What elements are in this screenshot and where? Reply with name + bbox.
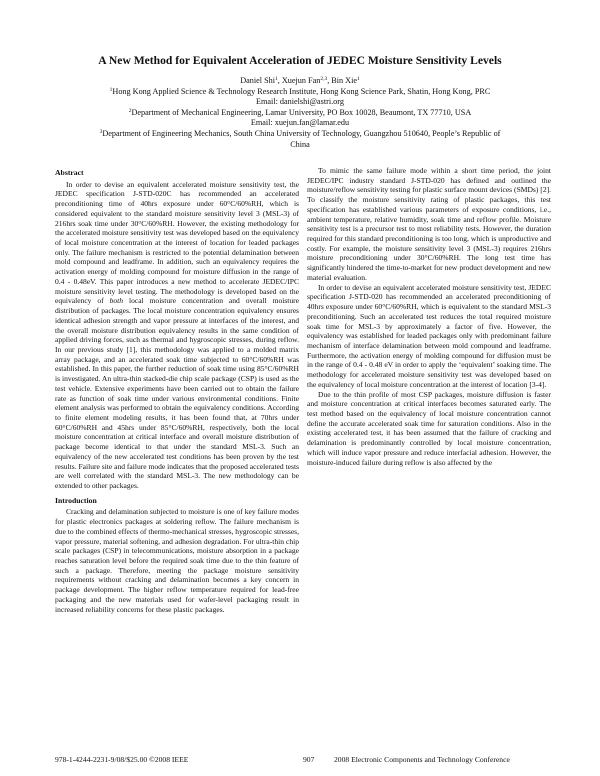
intro-paragraph-4: Due to the thin profile of most CSP packages, moisture diffusion is faster and moisture concentration at critical interfaces becomes saturated early. The test method based on the equivalency of local moisture concentration cannot define the accurate accelerated soak time for saturation conditions. Also in the existing accelerated test, it has been assumed that the failure of cracking and delamination is predominantly controlled by local moisture concentration, which will induce vapor pressure and reduce interfacial adhesion. However, the moisture-induced failure during reflow is also affected by the: [307, 389, 551, 467]
intro-paragraph-3: In order to devise an equivalent accelerated moisture sensitivity test, JEDEC specification J-STD-020 has recommended an accelerated preconditioning of 40hrs exposure under 60°C/60%RH, which is equivalent to the standard MSL-3 preconditioning. Such an accelerated test reduces the total required moisture soak time for MSL-3 by approximately a factor of five. However, the equivalency was established for leaded packages only with predominant failure mechanism of interface delamination between mold compound and leadframe. Furthermore, the activation energy of molding compound for diffusion must be in the range of 0.4 - 0.48 eV in order to apply the ‘equivalent’ soaking time. The methodology for accelerated moisture sensitivity test was developed based on the equivalency of local moisture concentration at the interest of location [3-4].: [307, 282, 551, 389]
author-name: Xuejun Fan: [281, 76, 321, 85]
author-line: Daniel Shi$^1$, Xuejun Fan$^{2,3}$, Bin Xie$^1$: [240, 76, 360, 85]
author-block: [0, 76, 600, 150]
intro-paragraph-1: Cracking and delamination subjected to moisture is one of key failure modes for plastic electronics packages at soldering reflow. The failure mechanism is due to the combined effects of thermo-mechanical stresses, hygroscopic stresses, vapor pressure, material softening, and adhesion degradation. For ultra-thin chip scale packages (CSP) in telecommunications, moisture absorption in a package reaches saturation level before the required soak time due to the thin feature of such a package. Therefore, meeting the package moisture sensitivity requirements without cracking and delamination becomes a key concern in package development. The higher reflow temperature required for lead-free packaging and the new materials used for wafer-level packaging result in increased reliability concerns for these plastic packages.: [55, 507, 300, 614]
footer-conference: 2008 Electronic Components and Technology Conference: [334, 755, 510, 764]
intro-paragraph-2: To mimic the same failure mode within a short time period, the joint JEDEC/IPC industry standard J-STD-020 has defined and outlined the moisture/reflow sensitivity testing for plastic surface mount devices (SMDs) [2]. To classify the moisture sensitivity rating of plastic packages, this test specification has established various parameters of exposure conditions, i.e., ambient temperature, relative humidity, soak time and reflow profile. Moisture sensitivity test is a precursor test to most reliability tests. However, the duration required for this standard preconditioning is too long, which is unproductive and costly. For example, the moisture sensitivity level 3 (MSL-3) requires 216hrs moisture preconditioning under 30°C/60%RH. The long test time has significantly hindered the time-to-market for new product development and new material evaluation.: [307, 166, 551, 282]
affiliation-3-cont: China: [290, 139, 310, 149]
author-name: Daniel Shi: [240, 76, 276, 85]
paper-title: A New Method for Equivalent Acceleration of JEDEC Moisture Sensitivity Levels: [98, 54, 502, 67]
left-column: [55, 168, 299, 614]
affiliation-1: $^1$Hong Kong Applied Science & Technology Research Institute, Hong Kong Science Park, Shatin, Hong Kong, PRC: [109, 86, 491, 96]
author-name: Bin Xie: [331, 76, 357, 85]
introduction-heading: Introduction: [55, 495, 97, 505]
footer-isbn: 978-1-4244-2231-9/08/$25.00 ©2008 IEEE: [55, 755, 189, 764]
email-2: Email: xuejun.fan@lamar.edu: [250, 118, 350, 128]
abstract-heading: Abstract: [55, 168, 84, 177]
email-1: Email: danielshi@astri.org: [256, 97, 344, 107]
affiliation-3: $^3$Department of Engineering Mechanics, South China University of Technology, Guangzhou 510640, People’s Republic of: [99, 128, 501, 138]
affiliation-2: $^2$Department of Mechanical Engineering, Lamar University, PO Box 10028, Beaumont, TX 77710, USA: [128, 107, 472, 117]
abstract-paragraph: In order to devise an equivalent accelerated moisture sensitivity test, the JEDEC specification J-STD-020C has recommended an accelerated preconditioning time of 40hrs exposure under 60°C/60%RH, which is considered equivalent to the standard moisture sensitivity level 3 (MSL-3) of 216hrs soak time under 30°C/60%RH. However, the existing methodology for the accelerated moisture sensitivity test was developed based on the equivalency of local moisture concentration at the interest of location for leaded packages only. The failure mechanism is restricted to the potential delamination between mold compound and leadframe. In addition, such an equivalency requires the activation energy of molding compound for moisture diffusion in the range of 0.4 - 0.48eV. This paper introduces a new method to accelerate JEDEC/IPC moisture sensitivity level testing. The methodology is developed based on the equivalency of both local moisture concentration and overall moisture distribution of packages. The local moisture concentration equivalency ensures identical adhesion strength and vapor pressure at interfaces of the interest, and the overall moisture distribution equivalency results in the same condition of applied driving forces, such as thermal and hygroscopic stresses, during reflow. In our previous study [1], this methodology was applied to a molded matrix array package, and an accelerated soak time subjected to 60°C/60%RH was established. In this paper, the further reduction of soak time using 85°C/60%RH is investigated. An ultra-thin stacked-die chip scale package (CSP) is used as the test vehicle. Extensive experiments have been carried out to obtain the failure rate as function of soak time under various environmental conditions. Finite element analysis was performed to obtain the equivalency conditions. According to finite element modeling results, it has been found that, at 70hrs under 60°C/60%RH and 45hrs under 85°C/60%RH, respectively, both the local moisture concentration at critical interface and overall moisture distribution of package become identical to that under the standard MSL-3. Such an equivalency of the new accelerated test conditions has been proven by the test results. Failure site and failure mode indicates that the proposed accelerated tests are well correlated with the standard MSL-3. The new methodology can be extended to other packages.: [55, 179, 300, 490]
right-column: [307, 166, 551, 467]
footer-page-number: 907: [303, 755, 315, 764]
